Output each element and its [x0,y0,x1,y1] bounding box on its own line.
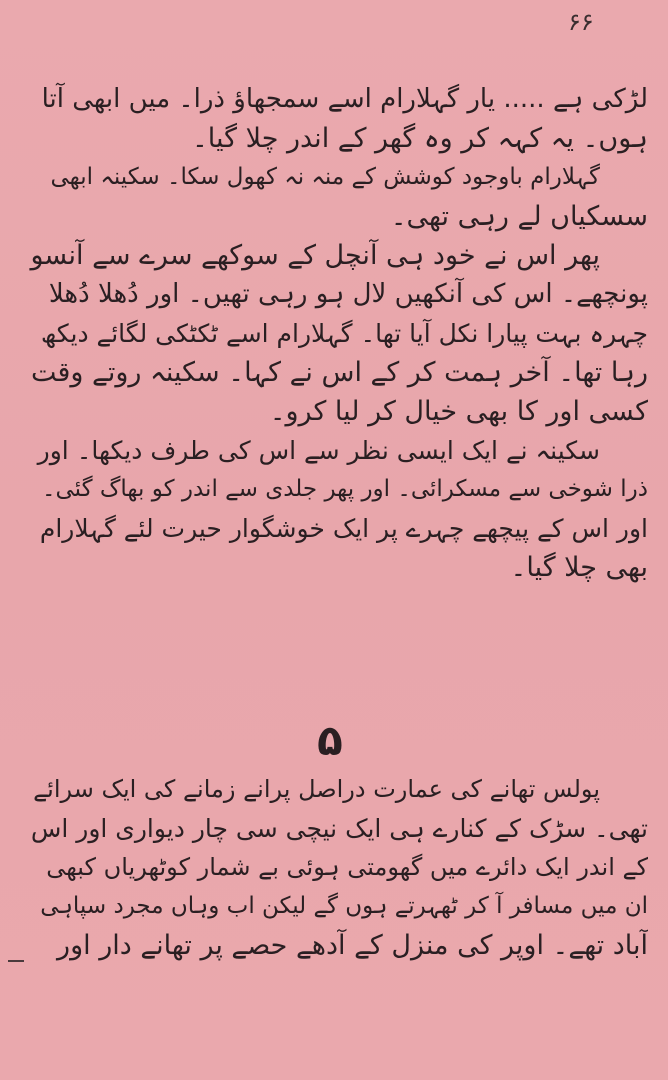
margin-mark [8,960,24,962]
text-line: کے اندر ایک دائرے میں گھومتی ہوئی بے شمار کوٹھریاں کبھی [46,853,648,881]
text-line: چہرہ بہت پیارا نکل آیا تھا۔ گہلارام اسے ٹکٹکی لگائے دیکھ [40,319,648,348]
text-line: پونچھے۔ اس کی آنکھیں لال ہو رہی تھیں۔ اور دُھلا دُھلا [48,279,648,309]
paragraph-block-2 [28,770,648,965]
text-line: تھی۔ سڑک کے کنارے ہی ایک نیچی سی چار دیواری اور اس [30,814,648,843]
text-line: ہوں۔ یہ کہہ کر وہ گھر کے اندر چلا گیا۔ [191,123,648,154]
text-line: کسی اور کا بھی خیال کر لیا کرو۔ [269,396,648,427]
text-line: گہلارام باوجود کوشش کے منہ نہ کھول سکا۔ سکینہ ابھی [50,164,600,190]
text-line: آباد تھے۔ اوپر کی منزل کے آدھے حصے پر تھانے دار اور [57,930,648,961]
text-line: ان میں مسافر آ کر ٹھہرتے ہوں گے لیکن اب وہاں مجرد سپاہی [40,893,648,919]
text-line: رہا تھا۔ آخر ہمت کر کے اس نے کہا۔ سکینہ روتے وقت [31,357,648,388]
text-line: سسکیاں لے رہی تھی۔ [390,201,648,232]
text-line: سکینہ نے ایک ایسی نظر سے اس کی طرف دیکھا۔ اور [37,436,600,465]
text-line: پھر اس نے خود ہی آنچل کے سوکھے سرے سے آنسو [30,240,600,271]
text-line: ذرا شوخی سے مسکرائی۔ اور پھر جلدی سے اندر کو بھاگ گئی۔ [41,476,648,502]
paragraph-block-1 [28,80,648,587]
text-line: بھی چلا گیا۔ [510,552,648,583]
text-line: اور اس کے پیچھے چہرے پر ایک خوشگوار حیرت لئے گہلارام [39,514,648,543]
text-line: پولس تھانے کی عمارت دراصل پرانے زمانے کی ایک سرائے [33,775,600,803]
text-line: لڑکی ہے ..... یار گہلارام اسے سمجھاؤ ذرا۔ میں ابھی آتا [41,84,648,114]
chapter-number: ۵ [317,716,343,765]
page-number: ۶۶ [568,8,594,36]
